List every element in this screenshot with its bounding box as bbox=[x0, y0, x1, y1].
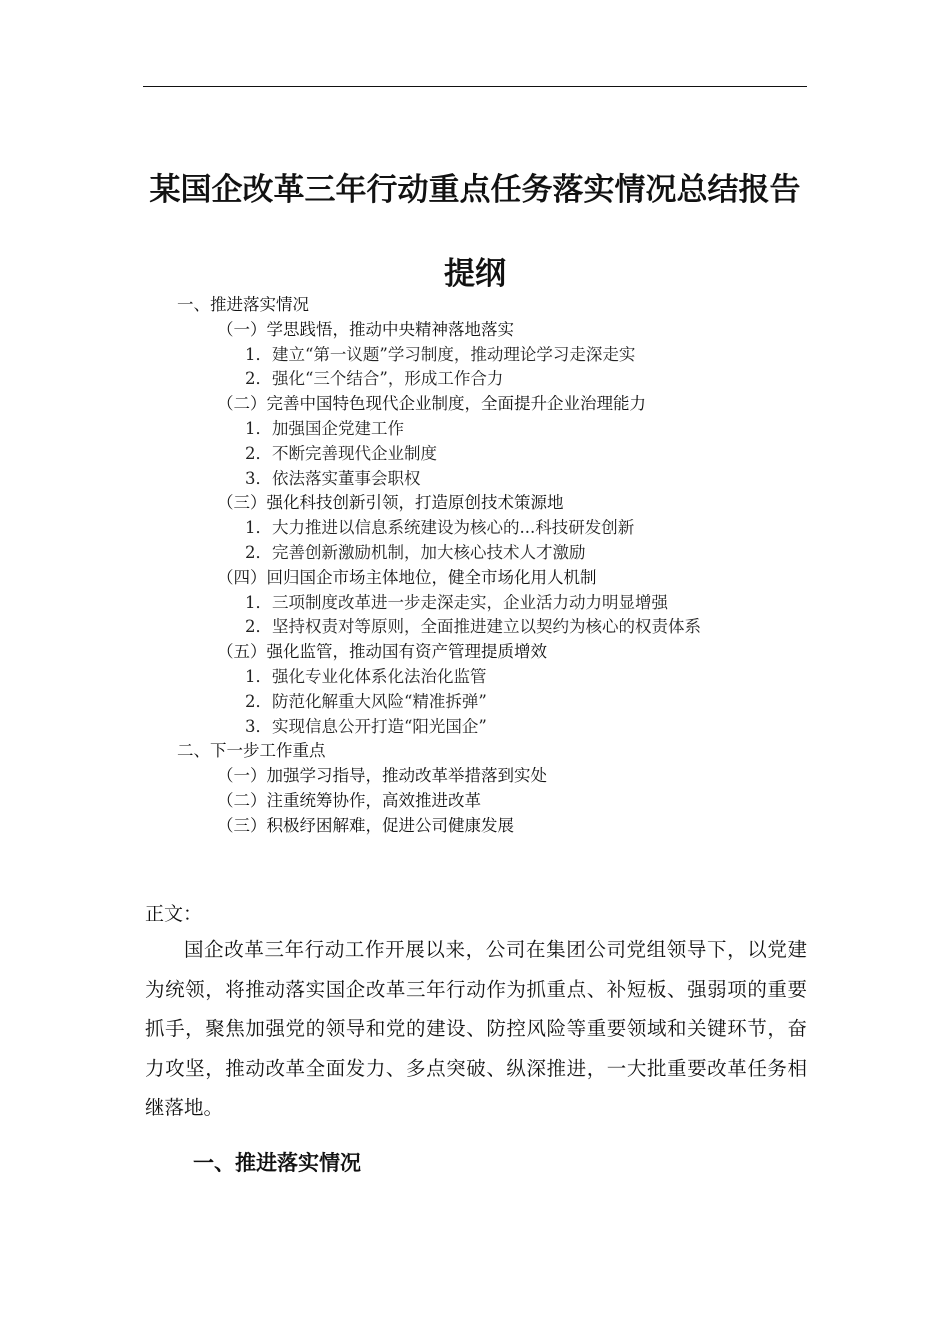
document-title: 某国企改革三年行动重点任务落实情况总结报告 bbox=[149, 172, 801, 208]
body-paragraph: 国企改革三年行动工作开展以来，公司在集团公司党组领导下，以党建为统领，将推动落实国企改革三年行动作为抓重点、补短板、强弱项的重要抓手，聚焦加强党的领导和党的建设、防控风险等重要领域和关键环节，奋力攻坚，推动改革全面发力、多点突破、纵深推进，一大批重要改革任务相继落地。 bbox=[145, 938, 807, 1119]
outline-subsection: （三）强化科技创新引领，打造原创技术策源地 bbox=[217, 493, 564, 513]
outline-subsection: （一）加强学习指导，推动改革举措落到实处 bbox=[217, 766, 547, 786]
outline-subsection: （二）完善中国特色现代企业制度，全面提升企业治理能力 bbox=[217, 394, 646, 414]
body-label: 正文： bbox=[145, 903, 203, 925]
document-subtitle: 提纲 bbox=[444, 256, 506, 292]
outline-item: 1．加强国企党建工作 bbox=[245, 418, 404, 438]
outline-subsection: （二）注重统筹协作，高效推进改革 bbox=[217, 790, 481, 810]
outline-subsection: （四）回归国企市场主体地位，健全市场化用人机制 bbox=[217, 567, 597, 587]
outline-section: 一、推进落实情况 bbox=[177, 295, 309, 314]
outline-item: 3．实现信息公开打造“阳光国企” bbox=[245, 716, 487, 736]
outline-item: 2．坚持权责对等原则，全面推进建立以契约为核心的权责体系 bbox=[245, 617, 701, 637]
outline-item: 2．强化“三个结合”，形成工作合力 bbox=[245, 369, 504, 389]
outline-item: 3．依法落实董事会职权 bbox=[245, 468, 421, 488]
outline-section: 二、下一步工作重点 bbox=[177, 741, 326, 761]
outline-item: 1．建立“第一议题”学习制度，推动理论学习走深走实 bbox=[245, 344, 636, 364]
header-rule bbox=[143, 86, 807, 87]
outline-item: 2．不断完善现代企业制度 bbox=[245, 443, 437, 463]
section-heading: 一、推进落实情况 bbox=[193, 1151, 361, 1175]
outline-item: 1．强化专业化体系化法治化监管 bbox=[245, 666, 487, 686]
outline-item: 2．防范化解重大风险“精准拆弹” bbox=[245, 691, 487, 711]
outline-subsection: （五）强化监管，推动国有资产管理提质增效 bbox=[217, 642, 547, 662]
outline-subsection: （三）积极纾困解难，促进公司健康发展 bbox=[217, 815, 514, 835]
outline-item: 1．三项制度改革进一步走深走实，企业活力动力明显增强 bbox=[245, 592, 668, 612]
outline-list bbox=[0, 293, 950, 839]
outline-item: 1．大力推进以信息系统建设为核心的...科技研发创新 bbox=[245, 518, 635, 538]
outline-item: 2．完善创新激励机制，加大核心技术人才激励 bbox=[245, 542, 586, 562]
outline-subsection: （一）学思践悟，推动中央精神落地落实 bbox=[217, 319, 514, 339]
